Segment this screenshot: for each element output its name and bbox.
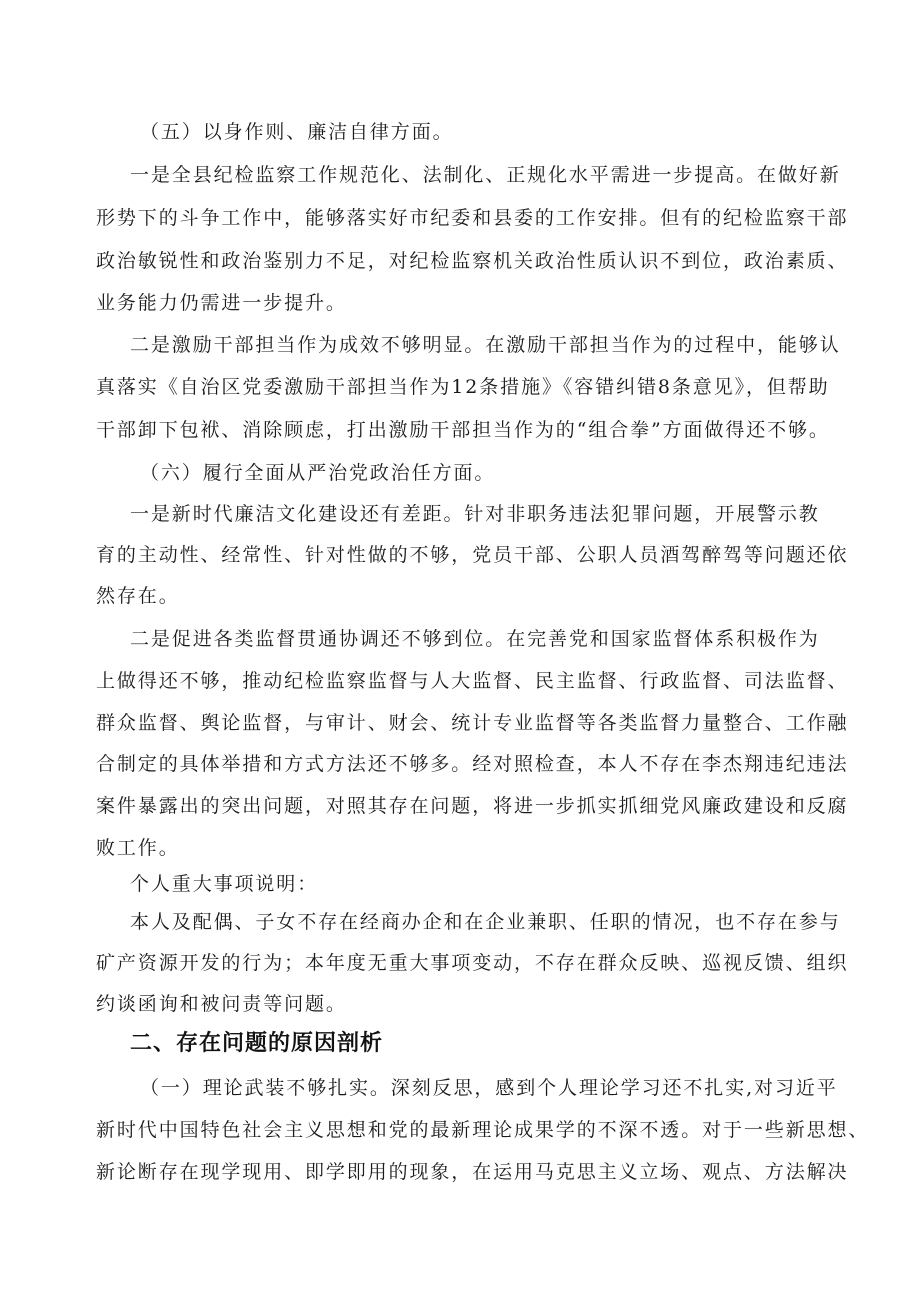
paragraph-line: 败工作。 (96, 837, 180, 859)
paragraph-line: 育的主动性、经常性、针对性做的不够，党员干部、公职人员酒驾醉驾等问题还依 (96, 544, 849, 566)
paragraph-line: 政治敏锐性和政治鉴别力不足，对纪检监察机关政治性质认识不到位，政治素质、 (96, 250, 849, 272)
paragraph-line: 约谈函询和被问责等问题。 (96, 993, 347, 1015)
paragraph-line: 合制定的具体举措和方式方法还不够多。经对照检查，本人不存在李杰翔违纪违法 (96, 753, 849, 775)
paragraph-line: 本人及配偶、子女不存在经商办企和在企业兼职、任职的情况，也不存在参与 (130, 911, 841, 933)
paragraph-line: 矿产资源开发的行为；本年度无重大事项变动，不存在群众反映、巡视反馈、组织 (96, 952, 849, 974)
paragraph-line: 一是新时代廉洁文化建设还有差距。针对非职务违法犯罪问题，开展警示教 (130, 503, 820, 525)
paragraph-line: 干部卸下包袱、消除顾虑，打出激励干部担当作为的“组合拳”方面做得还不够。 (96, 419, 830, 441)
paragraph-line: 一是全县纪检监察工作规范化、法制化、正规化水平需进一步提高。在做好新 (130, 164, 841, 186)
section-six-title: （六）履行全面从严治党政治任方面。 (140, 462, 496, 484)
paragraph-line: 新论断存在现学现用、即学即用的现象，在运用马克思主义立场、观点、方法解决 (96, 1161, 849, 1183)
section-five-title: （五）以身作则、廉洁自律方面。 (140, 121, 454, 143)
paragraph-line: 业务能力仍需进一步提升。 (96, 292, 347, 314)
personal-matters-title: 个人重大事项说明： (130, 873, 319, 895)
paragraph-line: 真落实《自治区党委激励干部担当作为12条措施》《容错纠错8条意见》，但帮助 (96, 376, 830, 398)
paragraph-line: 二是促进各类监督贯通协调还不够到位。在完善党和国家监督体系积极作为 (130, 628, 820, 650)
paragraph-line: 然存在。 (96, 585, 180, 607)
paragraph-line: 形势下的斗争工作中，能够落实好市纪委和县委的工作安排。但有的纪检监察干部 (96, 207, 849, 229)
section-heading: 二、存在问题的原因剖析 (130, 1031, 384, 1056)
paragraph-line: 群众监督、舆论监督，与审计、财会、统计专业监督等各类监督力量整合、工作融 (96, 712, 849, 734)
paragraph-line: 上做得还不够，推动纪检监察监督与人大监督、民主监督、行政监督、司法监督、 (96, 670, 849, 692)
paragraph-line: 案件暴露出的突出问题，对照其存在问题，将进一步抓实抓细党风廉政建设和反腐 (96, 795, 849, 817)
paragraph-line: （一）理论武装不够扎实。深刻反思，感到个人理论学习还不扎实,对习近平 (140, 1077, 838, 1099)
paragraph-line: 新时代中国特色社会主义思想和党的最新理论成果学的不深不透。对于一些新思想、 (96, 1119, 870, 1141)
paragraph-line: 二是激励干部担当作为成效不够明显。在激励干部担当作为的过程中，能够认 (130, 334, 841, 356)
